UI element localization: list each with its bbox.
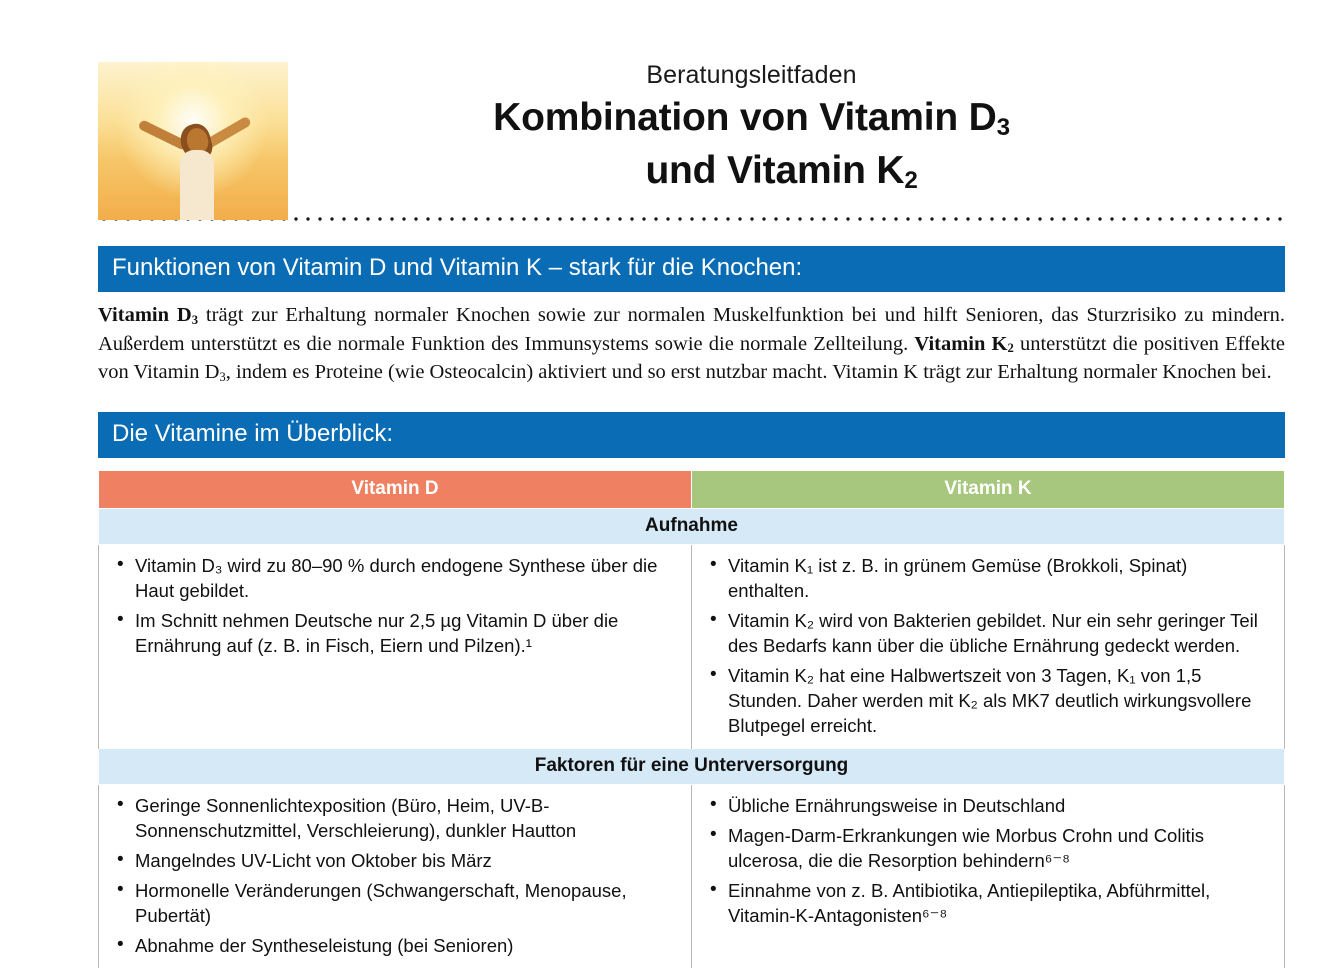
title-line-1-subscript: 3 bbox=[996, 114, 1010, 142]
intro-paragraph bbox=[98, 302, 1285, 388]
list-item: • Vitamin K₂ wird von Bakterien gebildet. Nur ein sehr geringer Teil des Bedarfs kann über die übliche Ernährung gedeckt werden. bbox=[706, 608, 1270, 658]
intro-bold-k-text: Vitamin K bbox=[914, 332, 1008, 355]
figure-body bbox=[180, 150, 214, 220]
intro-bold-k-sub: 2 bbox=[1007, 341, 1014, 356]
column-header-vitamin-k: Vitamin K bbox=[692, 470, 1285, 508]
cell-vitamin-d-faktoren bbox=[99, 784, 692, 968]
section-bar-overview: Die Vitamine im Überblick: bbox=[98, 412, 1285, 458]
figure-silhouette bbox=[135, 100, 255, 220]
column-header-vitamin-d: Vitamin D bbox=[99, 470, 692, 508]
page-title bbox=[218, 94, 1285, 200]
intro-bold-vitamin-d bbox=[98, 304, 198, 326]
table-row bbox=[99, 784, 1285, 968]
title-line-2 bbox=[218, 147, 1285, 200]
document-kicker: Beratungsleitfaden bbox=[646, 61, 857, 89]
list-item: • Mangelndes UV-Licht von Oktober bis März bbox=[113, 848, 677, 873]
table-subheader-row bbox=[99, 508, 1285, 544]
vitamins-overview-table bbox=[98, 470, 1285, 968]
section-bar-functions: Funktionen von Vitamin D und Vitamin K – stark für die Knochen: bbox=[98, 246, 1285, 292]
subheader-aufnahme: Aufnahme bbox=[99, 508, 1285, 544]
cell-vitamin-d-aufnahme bbox=[99, 544, 692, 748]
title-line-1 bbox=[493, 96, 1010, 142]
list-item: • Vitamin K₂ hat eine Halbwertszeit von 3 Tagen, K₁ von 1,5 Stunden. Daher werden mit K₂ als MK7 deutlich wirkungsvollere Blutpegel erreicht. bbox=[706, 663, 1270, 738]
list-item: • Abnahme der Syntheseleistung (bei Senioren) bbox=[113, 933, 677, 958]
list-item: • Hormonelle Veränderungen (Schwangerschaft, Menopause, Pubertät) bbox=[113, 878, 677, 928]
cell-vitamin-k-aufnahme bbox=[692, 544, 1285, 748]
list-item: • Vitamin D₃ wird zu 80–90 % durch endogene Synthese über die Haut gebildet. bbox=[113, 553, 677, 603]
cell-vitamin-k-faktoren bbox=[692, 784, 1285, 968]
bullet-list bbox=[113, 553, 677, 658]
list-item: • Geringe Sonnenlichtexposition (Büro, Heim, UV-B-Sonnenschutzmittel, Verschleierung), dunkler Hautton bbox=[113, 793, 677, 843]
intro-bold-d-text: Vitamin D bbox=[98, 304, 192, 326]
document-header bbox=[0, 0, 1340, 195]
list-item: • Vitamin K₁ ist z. B. in grünem Gemüse (Brokkoli, Spinat) enthalten. bbox=[706, 553, 1270, 603]
table-row bbox=[99, 544, 1285, 748]
intro-bold-d-sub: 3 bbox=[191, 312, 199, 327]
intro-text-2b: , indem es Proteine (wie Osteocalcin) aktiviert und so erst nutzbar macht. Vitamin K trägt zur Erhaltung normaler Knochen bei. bbox=[225, 361, 1272, 383]
intro-text-1: trägt zur Erhaltung normaler Knochen sowie zur normalen Muskelfunktion bei und hilft Senioren, das Sturzrisiko zu mindern. Außerdem unterstützt es die normale Funktion des Immunsystems sowie die normale Zellteilung. bbox=[98, 304, 1286, 355]
list-item: • Einnahme von z. B. Antibiotika, Antiepileptika, Abführmittel, Vitamin-K-Antagonisten⁶⁻⁸ bbox=[706, 878, 1270, 928]
bullet-list bbox=[113, 793, 677, 958]
title-line-2-subscript: 2 bbox=[904, 167, 918, 195]
table-header-row bbox=[99, 470, 1285, 508]
list-item: • Im Schnitt nehmen Deutsche nur 2,5 µg Vitamin D über die Ernährung auf (z. B. in Fisch, Eiern und Pilzen).¹ bbox=[113, 608, 677, 658]
subheader-faktoren: Faktoren für eine Unterversorgung bbox=[99, 748, 1285, 784]
title-line-1-text: Kombination von Vitamin D bbox=[493, 96, 997, 139]
intro-text-2a: unterstützt die positiven Effekte von Vitamin D bbox=[98, 332, 1285, 383]
title-line-2-text: und Vitamin K bbox=[645, 149, 905, 192]
bullet-list bbox=[706, 793, 1270, 928]
intro-text-2-sub: 3 bbox=[219, 369, 226, 384]
list-item: • Übliche Ernährungsweise in Deutschland bbox=[706, 793, 1270, 818]
bullet-list bbox=[706, 553, 1270, 738]
intro-bold-vitamin-k bbox=[914, 333, 1013, 355]
woman-in-sunlight-photo bbox=[98, 62, 288, 220]
list-item: • Magen-Darm-Erkrankungen wie Morbus Crohn und Colitis ulcerosa, die die Resorption behindern⁶⁻⁸ bbox=[706, 823, 1270, 873]
table-subheader-row bbox=[99, 748, 1285, 784]
